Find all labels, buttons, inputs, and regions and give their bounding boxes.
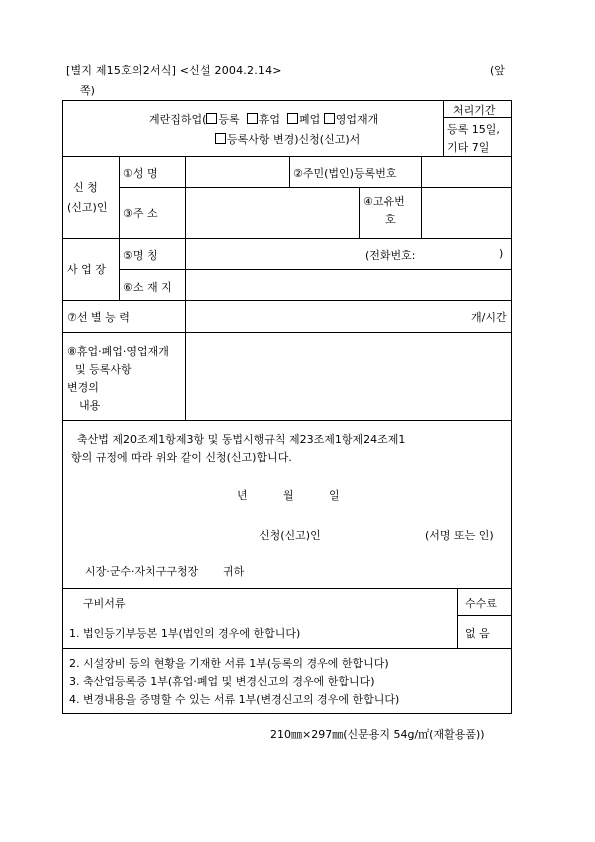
phone-label: (전화번호: — [365, 249, 416, 262]
statement-line1: 축산법 제20조제1항제3항 및 동법시행규칙 제23조제1항제24조제1 — [77, 433, 406, 446]
register-label: 등록 — [218, 113, 240, 126]
register-checkbox[interactable] — [206, 113, 217, 124]
applicant-section-label: 신 청 — [73, 181, 98, 194]
change-label-2: 및 등록사항 — [75, 363, 132, 376]
document-item-4: 4. 변경내용을 증명할 수 있는 서류 1부(변경신고의 경우에 한합니다) — [69, 693, 400, 706]
close-label: 폐업 — [298, 113, 321, 126]
unique-number-label-2: 호 — [385, 213, 396, 226]
processing-line1: 등록 15일, — [447, 123, 500, 136]
documents-label: 구비서류 — [83, 597, 126, 610]
processing-line2: 기타 7일 — [447, 141, 490, 154]
change-checkbox[interactable] — [215, 133, 226, 144]
change-label-4: 내용 — [79, 399, 101, 412]
name-label: ①성 명 — [123, 167, 158, 180]
documents-row — [63, 589, 511, 649]
resume-label: 영업재개 — [335, 113, 379, 126]
form-number: [별지 제15호의2서식] <신설 2004.2.14> — [66, 64, 282, 77]
recipient-honorific: 귀하 — [223, 565, 245, 578]
document-item-2: 2. 시설장비 등의 현황을 기재한 서류 1부(등록의 경우에 한합니다) — [69, 657, 389, 670]
change-label-1: ⑧휴업·폐업·영업재개 — [67, 345, 169, 358]
statement-row — [63, 421, 511, 589]
location-label: ⑥소 재 지 — [123, 281, 172, 294]
fee-value: 없 음 — [465, 627, 490, 640]
suspend-checkbox[interactable] — [247, 113, 258, 124]
applicant-signature-label: 신청(신고)인 — [259, 529, 321, 542]
documents-more-row — [63, 649, 511, 713]
recipient-label: 시장·군수·자치구구청장 — [85, 565, 199, 578]
resume-checkbox[interactable] — [324, 113, 335, 124]
paper-spec-footer: 210㎜×297㎜(신문용지 54g/㎡(재활용품)) — [270, 728, 485, 741]
application-form — [62, 100, 512, 714]
signature-note: (서명 또는 인) — [425, 529, 494, 542]
title-row — [63, 101, 511, 157]
address-label: ③주 소 — [123, 207, 158, 220]
fee-label: 수수료 — [465, 597, 497, 610]
processing-period — [443, 101, 511, 156]
year-label: 년 — [237, 489, 248, 502]
business-row — [63, 239, 511, 301]
form-title-line1 — [149, 111, 378, 127]
page-side-label-cont: 쪽) — [80, 84, 95, 97]
close-checkbox[interactable] — [287, 113, 298, 124]
business-name-label: ⑤명 칭 — [123, 249, 158, 262]
statement-line2: 항의 규정에 따라 위와 같이 신청(신고)합니다. — [71, 451, 292, 464]
change-label: 등록사항 변경)신청(신고)서 — [227, 133, 361, 146]
applicant-section-label-2: (신고)인 — [67, 201, 108, 214]
capacity-label: ⑦선 별 능 력 — [67, 311, 130, 324]
capacity-row — [63, 301, 511, 333]
document-item-1: 1. 법인등기부등본 1부(법인의 경우에 한합니다) — [69, 627, 301, 640]
change-label-3: 변경의 — [67, 381, 99, 394]
suspend-label: 휴업 — [258, 113, 280, 126]
applicant-row — [63, 157, 511, 239]
title-prefix: 계란집하업( — [149, 113, 207, 126]
month-label: 월 — [283, 489, 294, 502]
capacity-unit: 개/시간 — [471, 311, 507, 324]
document-item-3: 3. 축산업등록증 1부(휴업·폐업 및 변경신고의 경우에 한합니다) — [69, 675, 375, 688]
day-label: 일 — [329, 489, 340, 502]
unique-number-label: ④고유번 — [363, 195, 405, 208]
business-section-label: 사 업 장 — [67, 263, 106, 276]
page-side-label: (앞 — [490, 64, 505, 77]
phone-close: ) — [499, 247, 504, 260]
form-title-line2 — [215, 131, 360, 147]
change-row — [63, 333, 511, 421]
processing-label: 처리기간 — [453, 104, 496, 117]
id-number-label: ②주민(법인)등록번호 — [293, 167, 397, 180]
